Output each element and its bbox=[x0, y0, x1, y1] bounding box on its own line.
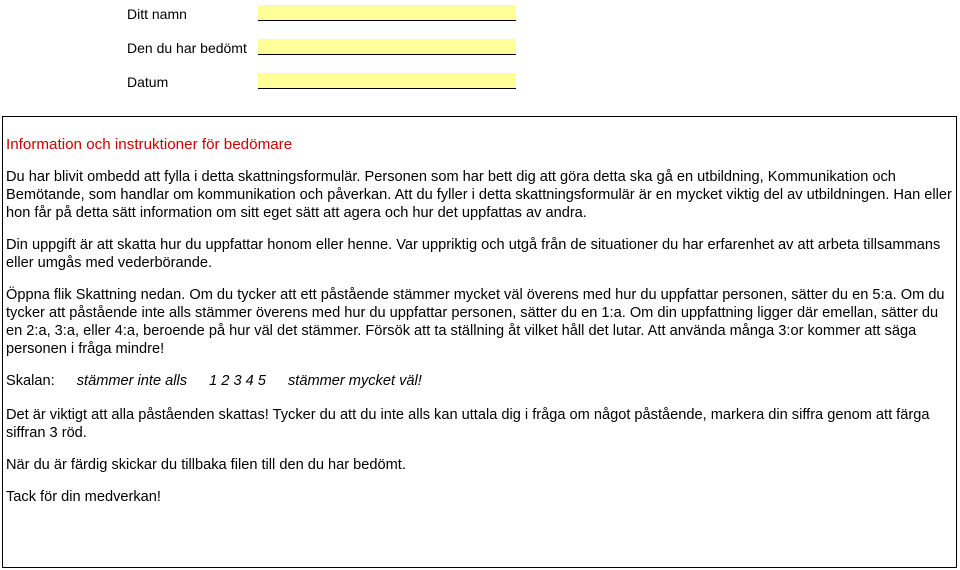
mandatory-paragraph: Det är viktigt att alla påståenden skattas! Tycker du att du inte alls kan uttala dig i fråga om något påstående, markera din siffra genom att färga siffran 3 röd. bbox=[6, 407, 930, 441]
assessed-person-label: Den du har bedömt bbox=[127, 40, 247, 56]
name-input[interactable] bbox=[258, 5, 516, 21]
scale-high-label: stämmer mycket väl! bbox=[287, 373, 422, 389]
task-paragraph: Din uppgift är att skatta hur du uppfattar honom eller henne. Var uppriktig och utgå från de situationer du har erfarenhet av att arbeta tillsammans eller umgås med vederbörande. bbox=[6, 237, 941, 271]
intro-paragraph: Du har blivit ombedd att fylla i detta skattningsformulär. Personen som har bett dig att göra detta ska gå en utbildning, Kommunikation och Bemötande, som handlar om kommunikation och påverkan. Att du fyller i detta skattningsformulär är en mycket viktig del av utbildningen. Han eller hon får på detta sätt information om sitt eget sätt att agera och hur det uppfattas av andra. bbox=[6, 169, 952, 221]
thanks-paragraph: Tack för din medverkan! bbox=[6, 489, 161, 505]
instructions-heading: Information och instruktioner för bedömare bbox=[6, 136, 293, 153]
name-label: Ditt namn bbox=[127, 6, 187, 22]
date-label: Datum bbox=[127, 74, 169, 90]
date-input[interactable] bbox=[258, 73, 516, 89]
scale-numbers: 1 2 3 4 5 bbox=[209, 373, 266, 389]
scale-low-label: stämmer inte alls bbox=[76, 373, 188, 389]
scale-label: Skalan: bbox=[6, 373, 55, 389]
assessed-person-input[interactable] bbox=[258, 39, 516, 55]
return-paragraph: När du är färdig skickar du tillbaka filen till den du har bedömt. bbox=[6, 457, 406, 473]
scale-line bbox=[6, 372, 952, 390]
instructions-content bbox=[6, 136, 952, 520]
rating-paragraph: Öppna flik Skattning nedan. Om du tycker att ett påstående stämmer mycket väl överens med hur du uppfattar personen, sätter du en 5:a. Om du tycker att påstående inte alls stämmer överens med hur du uppfattar personen, sätter du en 1:a. Om din uppfattning ligger där emellan, sätter du en 2:a, 3:a, eller 4:a, beroende på hur väl det stämmer. Försök att ta ställning åt vilket håll det lutar. Att använda många 3:or kommer att säga personen i fråga mindre! bbox=[6, 287, 945, 357]
